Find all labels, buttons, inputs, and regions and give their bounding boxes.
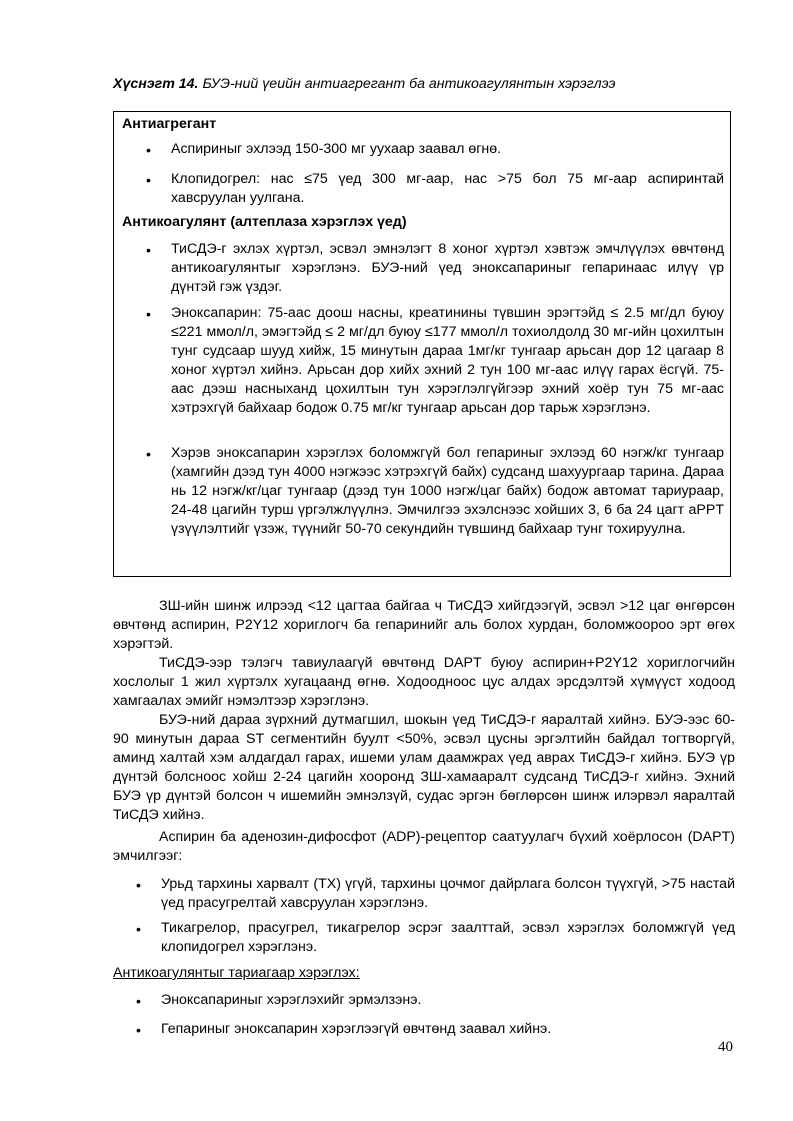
paragraph-3: БУЭ-ний дараа зүрхний дутмагшил, шокын үед ТиСДЭ-г яаралтай хийнэ. БУЭ-ээс 60-90 минутын дараа ST сегментийн буулт <50%, эсвэл цусны эргэлтийн байдал тогтворгүй, аминд халтай хэм алдагдал гарах, ишеми улам даамжрах үед аврах ТиСДЭ-г хийнэ. БУЭ үр дүнтэй болсноос хойш 2-24 цагийн хооронд ЗШ-хамааралт судсанд ТиСДЭ-г хийнэ. Эхний БУЭ үр дүнтэй болсон ч ишемийн эмнэлзүй, судас эргэн бөглөрсөн шинж илэрвэл яаралтай ТиСДЭ хийнэ. (113, 712, 735, 823)
dapt-item-1: Урьд тархины харвалт (ТХ) үгүй, тархины цочмог дайрлага болсон түүхгүй, >75 настай үед прасугрелтай хавсруулан хэрэглэнэ. (161, 876, 735, 911)
anticoagulant-item-1: ТиСДЭ-г эхлэх хүртэл, эсвэл эмнэлэгт 8 хоног хүртэл хэвтэж эмчлүүлэх өвчтөнд антикоагулянтыг хэрэглэнэ. БУЭ-ний үед эноксапариныг гепаринаас илүү үр дүнтэй гэж үздэг. (171, 241, 724, 295)
antiagregant-heading: Антиагрегант (122, 116, 217, 132)
antiagregant-item-2: Клопидогрел: нас ≤75 үед 300 мг-аар, нас >75 бол 75 мг-аар аспиринтай хавсруулан уулгана. (171, 171, 724, 206)
injection-heading: Антикоагулянтыг тариагаар хэрэглэх: (113, 965, 360, 981)
table-title (113, 76, 733, 92)
bullet-icon: • (136, 922, 141, 938)
anticoagulant-heading: Антикоагулянт (алтеплаза хэрэглэх үед) (122, 214, 407, 230)
anticoagulant-item-3: Хэрэв эноксапарин хэрэглэх боломжгүй бол гепариныг эхлээд 60 нэгж/кг тунгаар (хамгийн дээд тун 4000 нэгжээс хэтрэхгүй байх) судсанд шахуургаар тарина. Дараа нь 12 нэгж/кг/цаг тунгаар (дээд тун 1000 нэгж/цаг байх) бодож автомат тариураар, 24-48 цагийн турш үргэлжлүүлнэ. Эмчилгээ эхэлснээс хойших 3, 6 ба 24 цагт aPPT үзүүлэлтийг үзэж, түүнийг 50-70 секундийн түвшинд байхаар тунг тохируулна. (171, 445, 724, 537)
bullet-icon: • (136, 994, 141, 1010)
antiagregant-item-1: Аспириныг эхлээд 150-300 мг уухаар заавал өгнө. (171, 141, 502, 157)
bullet-icon: • (136, 1023, 141, 1039)
bullet-icon: • (146, 447, 151, 463)
table-title-text: БУЭ-ний үеийн антиагрегант ба антикоагулянтын хэрэглээ (198, 76, 616, 92)
anticoagulant-item-2: Эноксапарин: 75-аас доош насны, креатинины түвшин эрэгтэйд ≤ 2.5 мг/дл буюу ≤221 ммол/л, эмэгтэйд ≤ 2 мг/дл буюу ≤177 ммол/л тохиолдолд 30 мг-ийн цохилтын тунг судсаар шууд хийж, 15 минутын дараа 1мг/кг тунгаар арьсан дор 12 цагаар 8 хоног хүртэл хийнэ. Арьсан дор хийх эхний 2 тун 100 мг-аас илүү гарах ёсгүй. 75-аас дээш насныханд цохилтын тун хэрэглэлгүйгээр эхний хоёр тун 75 мг-аас хэтрэхгүй байхаар бодож 0.75 мг/кг тунгаар арьсан дор тарьж хэрэглэнэ. (171, 305, 724, 416)
page-number: 40 (718, 1039, 733, 1055)
dapt-item-2: Тикагрелор, прасугрел, тикагрелор эсрэг заалттай, эсвэл хэрэглэх боломжгүй үед клопидогрел хэрэглэнэ. (161, 920, 735, 955)
bullet-icon: • (146, 173, 151, 189)
injection-item-2: Гепариныг эноксапарин хэрэглээгүй өвчтөнд заавал хийнэ. (161, 1021, 552, 1037)
injection-item-1: Эноксапариныг хэрэглэхийг эрмэлзэнэ. (161, 992, 422, 1008)
paragraph-1: ЗШ-ийн шинж илрээд <12 цагтаа байгаа ч ТиСДЭ хийгдээгүй, эсвэл >12 цаг өнгөрсөн өвчтөнд аспирин, P2Y12 хориглогч ба гепаринийг аль болох хурдан, боломжоороо эрт өгөх хэрэгтэй. (113, 598, 735, 652)
table-title-label: Хүснэгт 14. (113, 76, 199, 92)
bullet-icon: • (146, 243, 151, 259)
bullet-icon: • (136, 878, 141, 894)
paragraph-4: Аспирин ба аденозин-дифосфот (ADP)-рецептор саатуулагч бүхий хоёрлосон (DAPT) эмчилгээг: (113, 829, 735, 864)
bullet-icon: • (146, 307, 151, 323)
bullet-icon: • (146, 143, 151, 159)
paragraph-2: ТиСДЭ-ээр тэлэгч тавиулаагүй өвчтөнд DAPT буюу аспирин+P2Y12 хориглогчийн хослолыг 1 жил хүртэлх хугацаанд өгнө. Ходоодноос цус алдах эрсдэлтэй хүмүүст ходоод хамгаалах эмийг нэмэлтээр хэрэглэнэ. (113, 655, 735, 709)
